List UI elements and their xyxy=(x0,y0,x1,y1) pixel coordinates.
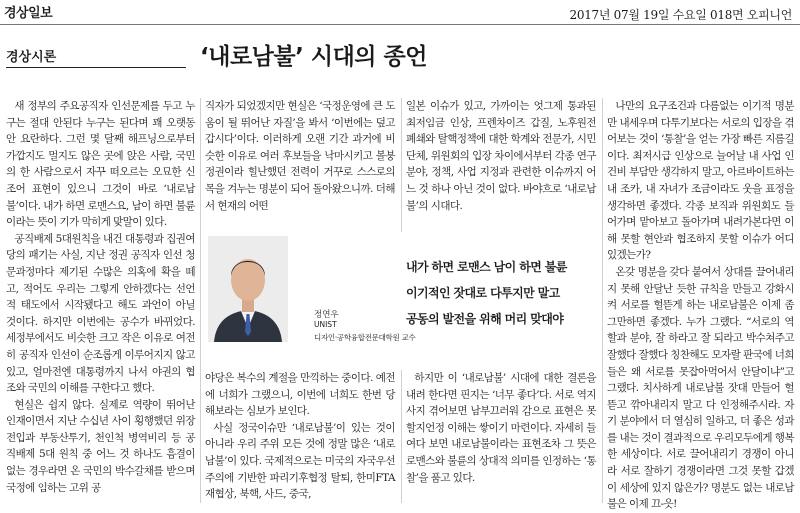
masthead: 경상일보 xyxy=(4,6,53,21)
column-2-bottom xyxy=(205,370,395,503)
section-rule xyxy=(6,67,186,68)
pull-quote xyxy=(406,254,592,332)
author-org: UNIST xyxy=(314,320,337,329)
paragraph: 온갖 명분을 갖다 붙여서 상대를 끌어내리지 못해 안달난 듯한 규칙을 만들고 강화시켜 서로를 헐뜯게 하는 내로남불은 이제 좀 그만하면 좋겠다. 누가 그랬다. “서로의 역할과 분야, 잘 하라고 잘 되라고 박수쳐주고 잘했다 잘했다 칭찬해도 모자랄 판국에 너희들은 왜 서로를 못잡아먹어서 안달이냐”고 그랬다. 치사하게 내로남불 잣대 만들어 헐뜯고 깎아내리지 말고 다 인정해주시라. 자기 분야에서 더 열심히 일하고, 더 좋은 성과를 내는 것이 결과적으로 우리모두에게 행복한 세상이다. 서로 끌어내리기 경쟁이 아니라 서로 잘하기 경쟁이라면 그것 못할 갑겠이 세상에 있지 않은가? 명분도 없는 내로남불은 이제 끄-읏! xyxy=(607,265,794,511)
dateline: 2017년 07월 19일 수요일 018면 오피니언 xyxy=(569,8,792,22)
paragraph: 일본 이슈가 있고, 가까이는 엇그제 통과된 최저임금 인상, 프렌차이즈 갑질, 노후원전 폐쇄와 탈핵정책에 대한 학계와 전문가, 시민단체, 위원회의 입장 차이에서부터 각종 연구분야, 정책, 사업 지정과 관련한 이슈까지 어느 것 하나 아닌 것이 없다. 바야흐로 ‘내로남불’의 시대다. xyxy=(406,100,596,212)
column-divider xyxy=(602,98,603,503)
paragraph: 직자가 되었겠지만 현실은 ‘국정운영에 큰 도움이 될 뛰어난 자질’을 봐서 ‘이번에는 덮고 갑시다’이다. 이러하게 오랜 기간 과거에 비슷한 이유로 여러 후보들을 낙마시키고 볼붕 정권이라 힐난했던 전력이 거꾸로 스스로의 목을 겨누는 명분이 되어 돌아왔으니까. 더해서 현재의 어떤 xyxy=(205,100,395,212)
paragraph: 공직배제 5대원칙을 내건 대통령과 집권여당의 패기는 사실, 지난 정권 공직자 인선 청문과정마다 제기된 수많은 의혹에 확을 떼고, 적어도 우리는 그렇게 안하겠다는 선언적 태도에서 시작됐다고 해도 과언이 아닐 것이다. 하지만 이번에는 공수가 바뀌었다. 세정부에서도 비슷한 크고 작은 이유로 여전히 공직자 인선이 순조롭게 이루어지지 않고 있고, 얼마전엔 대통령까지 나서 야권의 협조와 국민의 이해를 구한다고 했다. xyxy=(6,232,195,395)
author-photo xyxy=(208,236,288,342)
paragraph: 사실 정국이슈만 ‘내로남불’이 있는 것이 아니라 우리 주위 모든 것에 정말 많은 ‘내로남불’이 있다. 국제적으로는 미국의 자국우선주의에 기반한 파리기후협정 탈퇴, 한미FTA 재협상, 북핵, 사드, 중국, xyxy=(205,421,395,501)
column-1 xyxy=(6,98,195,503)
paragraph: 하지만 이 ‘내로남불’ 시대에 대한 결론을 내려 한다면 핀지는 ‘너무 좋다’다. 서로 역지사지 겪어보면 남부끄러워 감으로 표현은 못할지언정 이해는 쌓이기 마련이다. 자세히 들여다 보면 내로남불이라는 표현조차 그 뜻은 로맨스와 불륜의 상대적 의미를 인정하는 ‘통찰’을 품고 있다. xyxy=(406,372,596,484)
column-2-top xyxy=(205,98,395,232)
paragraph: 현실은 쉽지 않다. 실제로 역량이 뛰어난 인재이면서 지난 수십년 사이 횡행했던 위장전입과 부동산투기, 천인척 병역비리 등 공직배제 5대 원칙 중 어느 것 하나도 흠결이 없는 경우라면 온 국민의 박수갈채를 받으며 국정에 임하는 고위 공 xyxy=(6,398,195,494)
paragraph: 야당은 복수의 계절을 만끽하는 중이다. 예전에 너희가 그랬으니, 이번에 너희도 한번 당해보라는 심보가 보인다. xyxy=(205,372,395,418)
author-title: 디자인·공학융합전문대학원 교수 xyxy=(314,333,416,342)
column-3-bottom xyxy=(406,370,596,503)
column-3-top xyxy=(406,98,596,232)
column-4 xyxy=(607,98,794,511)
author-name: 정연우 xyxy=(314,310,339,320)
headline: ‘내로남불’ 시대의 종언 xyxy=(200,44,427,70)
paragraph: 새 정부의 주요공직자 인선문제를 두고 누구는 절대 안된다 누구는 된다며 꽤 오랫동안 요란하다. 그런 몇 달째 해프닝으로부터 가깝지도 멀지도 않은 곳에 앉은 사람, 국민의 한 사람으로서 자꾸 떠오르는 오묘한 신조어 표현이 있으니 그것이 바로 ‘내로남불’이다. 내가 하면 로맨스요, 남이 하면 불륜이라는 뜻이 기가 막히게 맞말이 있다. xyxy=(6,100,195,229)
paragraph: 나만의 요구조건과 다름없는 이기적 명분만 내세우며 다투기보다는 서로의 입장을 겪어보는 것이 ‘통찰’을 얻는 가장 빠른 지름길이다. 최저시급 인상으로 늘어날 내 사업 인건비 부담만 생각하지 말고, 아르바이트하는 내 조카, 내 자녀가 조금이라도 웃을 표정을 생각하면 좋겠다. 각종 보직과 위원회도 들어가며 맡아보고 돌아가며 내려가본다면 이해 못할 현안과 협조하지 못할 이슈가 어디 있겠는가? xyxy=(607,100,794,262)
top-rule xyxy=(0,24,800,25)
pull-quote-line: 공동의 발전을 위해 머리 맞대야 xyxy=(406,312,564,326)
pull-quote-line: 내가 하면 로맨스 남이 하면 불륜 xyxy=(406,260,567,274)
pull-quote-line: 이기적인 잣대로 다투지만 말고 xyxy=(406,286,560,300)
section-label: 경상시론 xyxy=(6,50,57,65)
column-divider xyxy=(401,98,402,232)
column-divider xyxy=(401,370,402,503)
column-divider xyxy=(200,98,201,503)
